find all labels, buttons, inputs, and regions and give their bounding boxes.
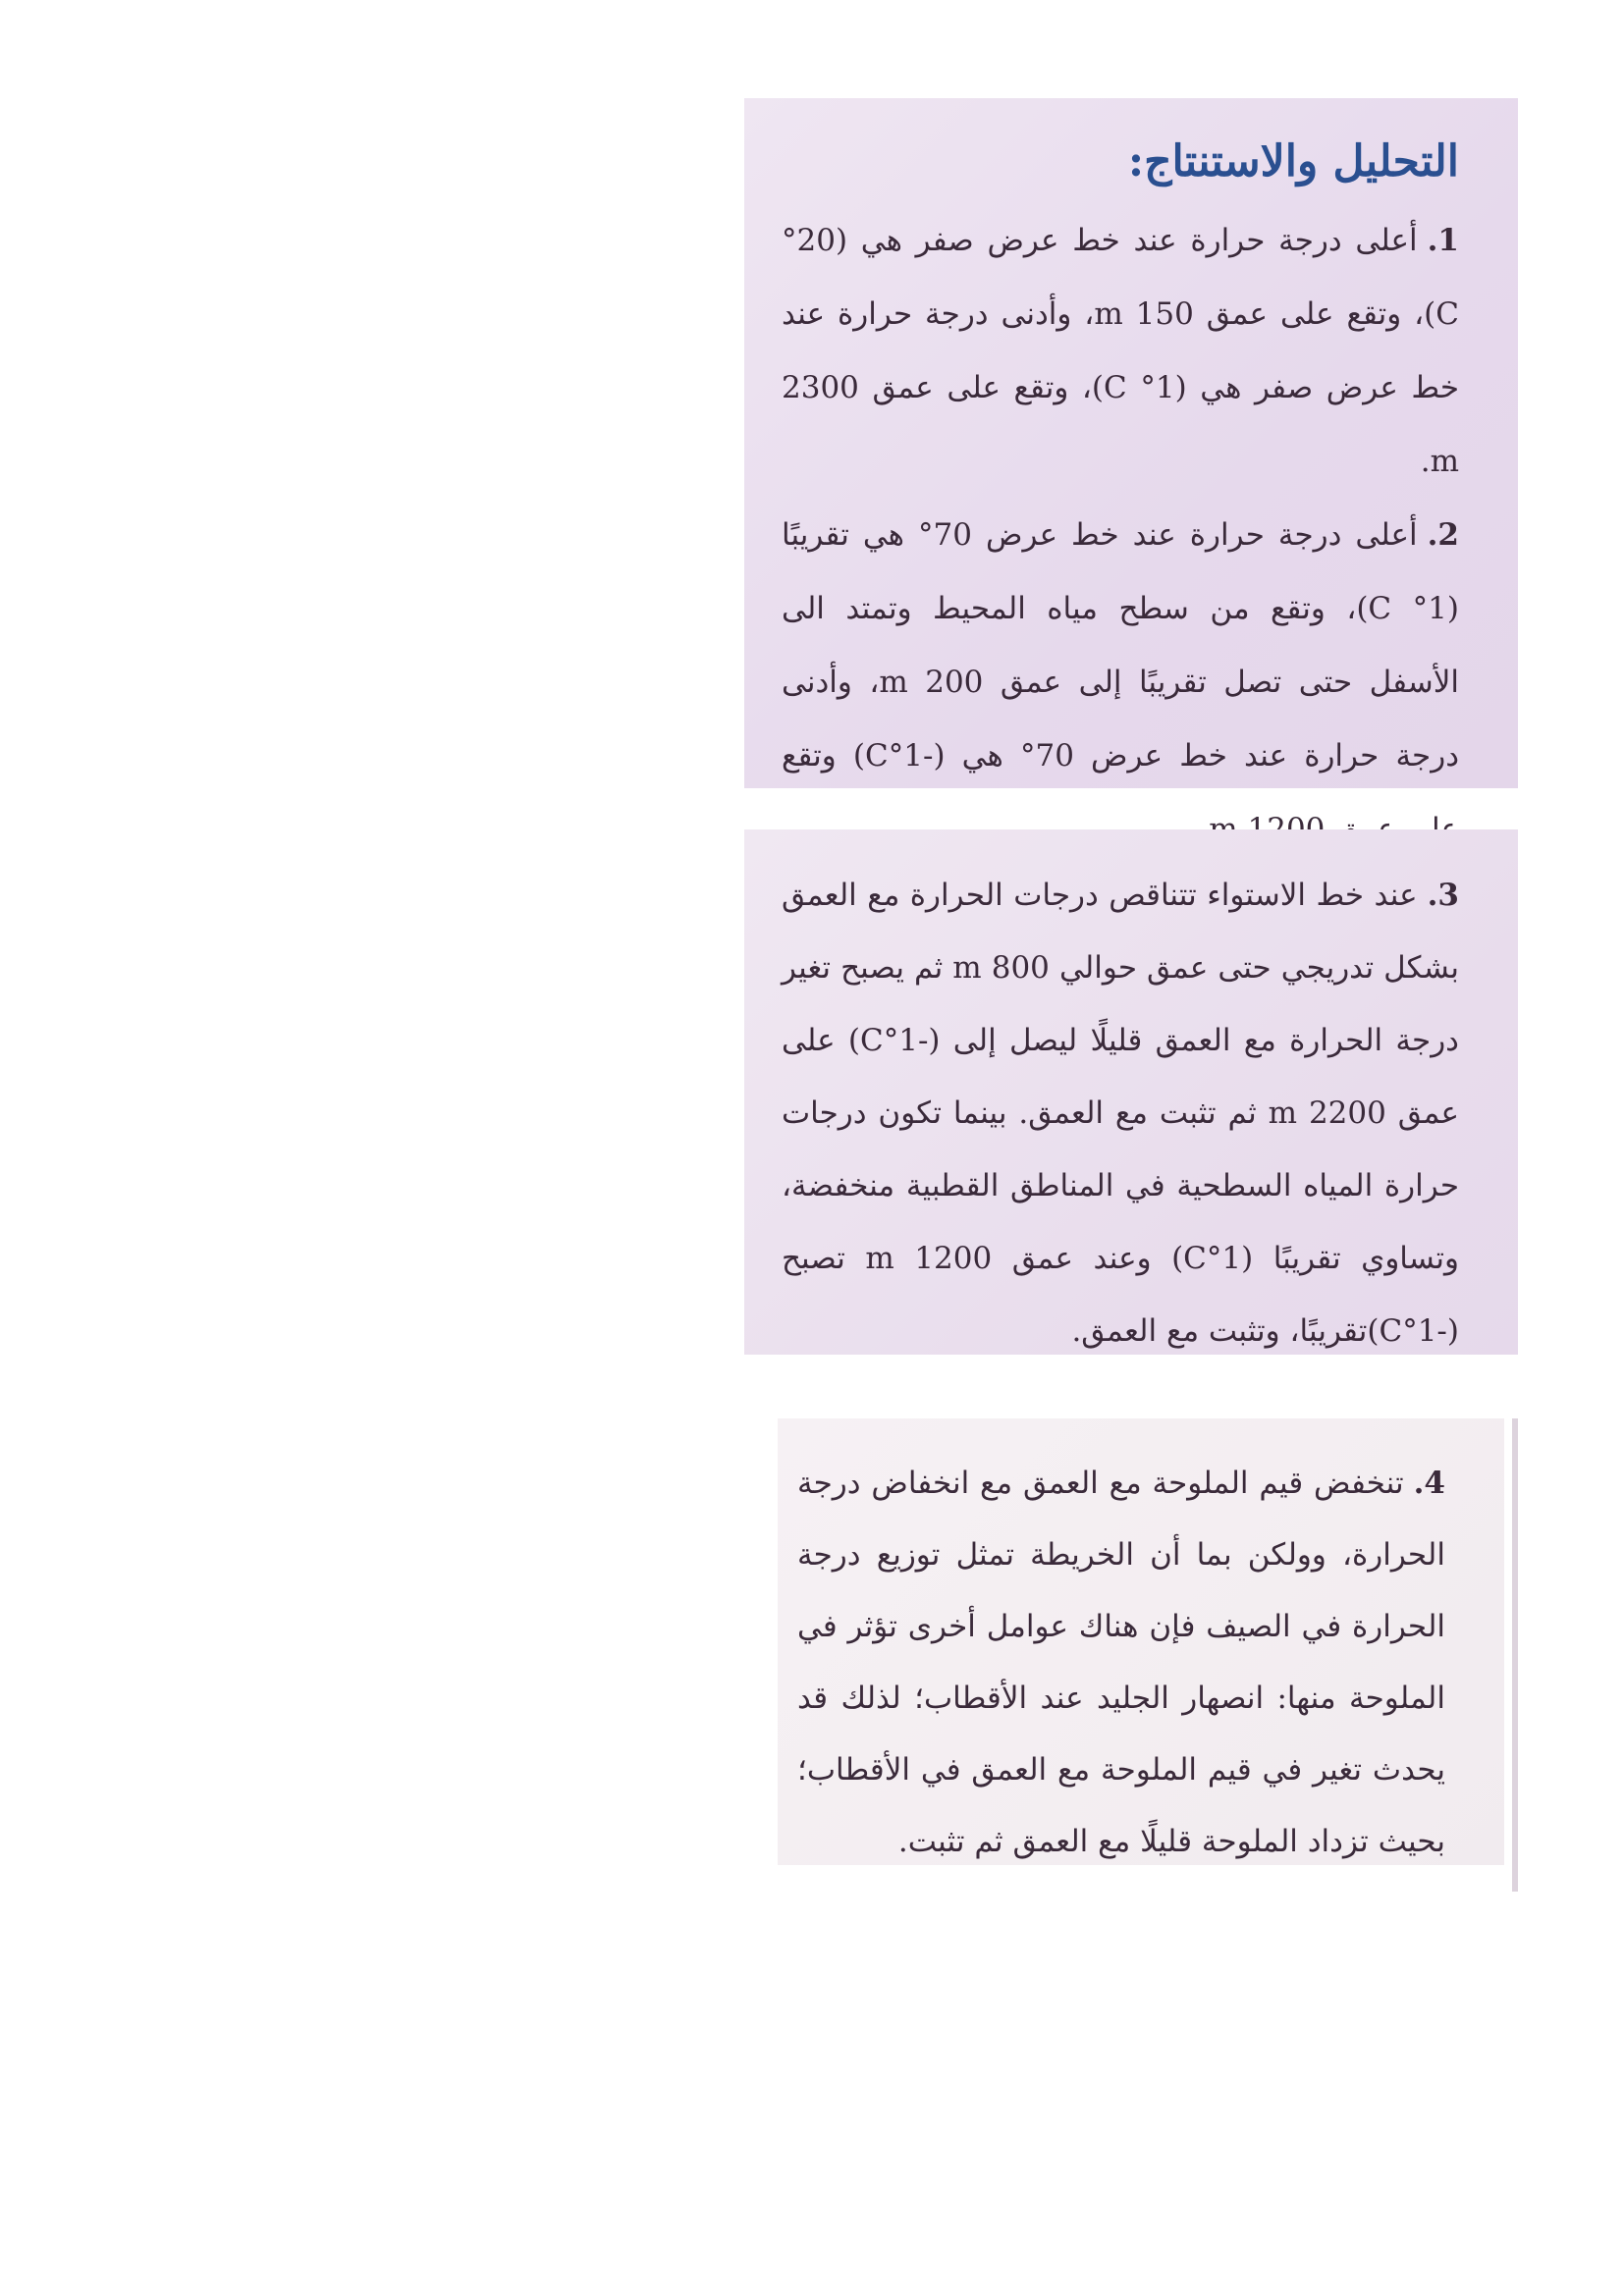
item-2-number: 2.	[1427, 517, 1459, 553]
item-4-text: تنخفض قيم الملوحة مع العمق مع انخفاض درجة الحرارة، وولكن بما أن الخريطة تمثل توزيع درجة الحرارة في الصيف فإن هناك عوامل أخرى تؤثر في الملوحة منها: انصهار الجليد عند الأقطاب؛ لذلك قد يحدث تغير في قيم الملوحة مع العمق في الأقطاب؛ بحيث تزداد الملوحة قليلًا مع العمق ثم تثبت.	[797, 1466, 1445, 1859]
analysis-box-2	[744, 829, 1518, 1355]
analysis-box-1	[744, 98, 1518, 788]
item-3-text: عند خط الاستواء تتناقص درجات الحرارة مع العمق بشكل تدريجي حتى عمق حوالي 800 m ثم يصبح تغير درجة الحرارة مع العمق قليلًا ليصل إلى (-1°C) على عمق 2200 m ثم تثبت مع العمق. بينما تكون درجات حرارة المياه السطحية في المناطق القطبية منخفضة، وتساوي تقريبًا (1°C) وعند عمق 1200 m تصبح (-1°C)تقريبًا، وتثبت مع العمق.	[782, 878, 1460, 1349]
analysis-box-3	[778, 1418, 1504, 1865]
item-1-text: أعلى درجة حرارة عند خط عرض صفر هي (20° C)، وتقع على عمق 150 m، وأدنى درجة حرارة عند خط عرض صفر هي (1° C)، وتقع على عمق 2300 m.	[782, 223, 1459, 479]
item-4-number: 4.	[1413, 1466, 1445, 1501]
item-2	[782, 499, 1459, 867]
item-4	[797, 1448, 1445, 1878]
box-3-side-rule	[1512, 1418, 1518, 1892]
item-3-number: 3.	[1427, 878, 1459, 913]
item-3	[782, 859, 1459, 1367]
item-1	[782, 204, 1459, 499]
item-2-text: أعلى درجة حرارة عند خط عرض 70° هي تقريبًا (1° C)، وتقع من سطح مياه المحيط وتمتد الى الأسفل حتى تصل تقريبًا إلى عمق 200 m، وأدنى درجة حرارة عند خط عرض 70° هي (-1°C) وتقع	[782, 517, 1460, 774]
section-heading: التحليل والاستنتاج:	[1127, 136, 1459, 187]
item-1-number: 1.	[1427, 223, 1459, 258]
